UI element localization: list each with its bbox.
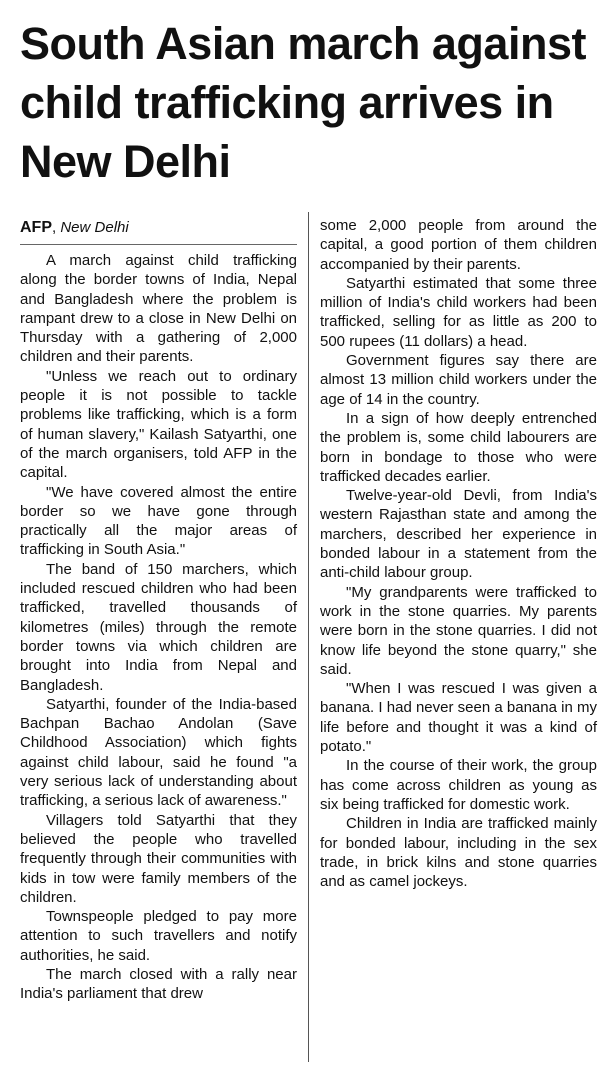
byline: [20, 218, 297, 245]
paragraph: A march against child trafficking along the border towns of India, Nepal and Bangladesh where the problem is rampant drew to a close in New Delhi on Thursday with a gathering of 2,000 children and their parents.: [20, 252, 297, 366]
paragraph: Satyarthi, founder of the India-based Bachpan Bachao Andolan (Save Childhood Association) which fights against child labour, said he found "a very serious lack of understanding about trafficking, a serious lack of awareness.": [20, 695, 297, 810]
headline: South Asian march against child trafficking arrives in New Delhi: [20, 18, 586, 187]
paragraph: Children in India are trafficked mainly for bonded labour, including in the sex trade, in brick kilns and stone quarries and as camel jockeys.: [320, 815, 597, 891]
paragraph: "My grandparents were trafficked to work in the stone quarries. My parents were born in the stone quarries. I did not know life beyond the stone quarry," she said.: [320, 583, 597, 678]
byline-place: New Delhi: [60, 219, 129, 236]
paragraph: In a sign of how deeply entrenched the problem is, some child labourers are born in bondage to those who were trafficked decades earlier.: [320, 409, 597, 485]
byline-separator: ,: [52, 219, 61, 236]
column-divider: [308, 212, 309, 1062]
paragraph: "We have covered almost the entire border so we have gone through practically all the major areas of trafficking in South Asia.": [20, 483, 297, 559]
article-column-right: [320, 216, 597, 891]
paragraph: Government figures say there are almost 13 million child workers under the age of 14 in the country.: [320, 352, 597, 408]
paragraph: "When I was rescued I was given a banana. I had never seen a banana in my life before and thought it was a kind of potato.": [320, 680, 597, 756]
paragraph: The march closed with a rally near India's parliament that drew: [20, 965, 297, 1003]
paragraph: In the course of their work, the group has come across children as young as six being trafficked for domestic work.: [320, 757, 597, 813]
paragraph: Twelve-year-old Devli, from India's western Rajasthan state and among the marchers, described her experience in bonded labour in a statement from the anti-child labour group.: [320, 487, 597, 582]
paragraph: "Unless we reach out to ordinary people it is not possible to tackle problems like trafficking, which is a form of human slavery," Kailash Satyarthi, one of the march organisers, told AFP in the capital.: [20, 367, 297, 482]
byline-agency: AFP: [20, 219, 52, 236]
paragraph-continuation: some 2,000 people from around the capital, a good portion of them children accompanied by their parents.: [320, 217, 597, 273]
paragraph: The band of 150 marchers, which included rescued children who had been trafficked, travelled thousands of kilometres (miles) through the remote border towns via which children are brought into India from Nepal and Bangladesh.: [20, 560, 297, 694]
paragraph: Villagers told Satyarthi that they believed the people who travelled frequently through their communities with kids in tow were family members of the children.: [20, 811, 297, 906]
article-column-left: [20, 218, 297, 1004]
paragraph: Townspeople pledged to pay more attention to such travellers and notify authorities, he said.: [20, 908, 297, 964]
paragraph: Satyarthi estimated that some three million of India's child workers had been trafficked, selling for as little as 200 to 500 rupees (11 dollars) a head.: [320, 274, 597, 350]
